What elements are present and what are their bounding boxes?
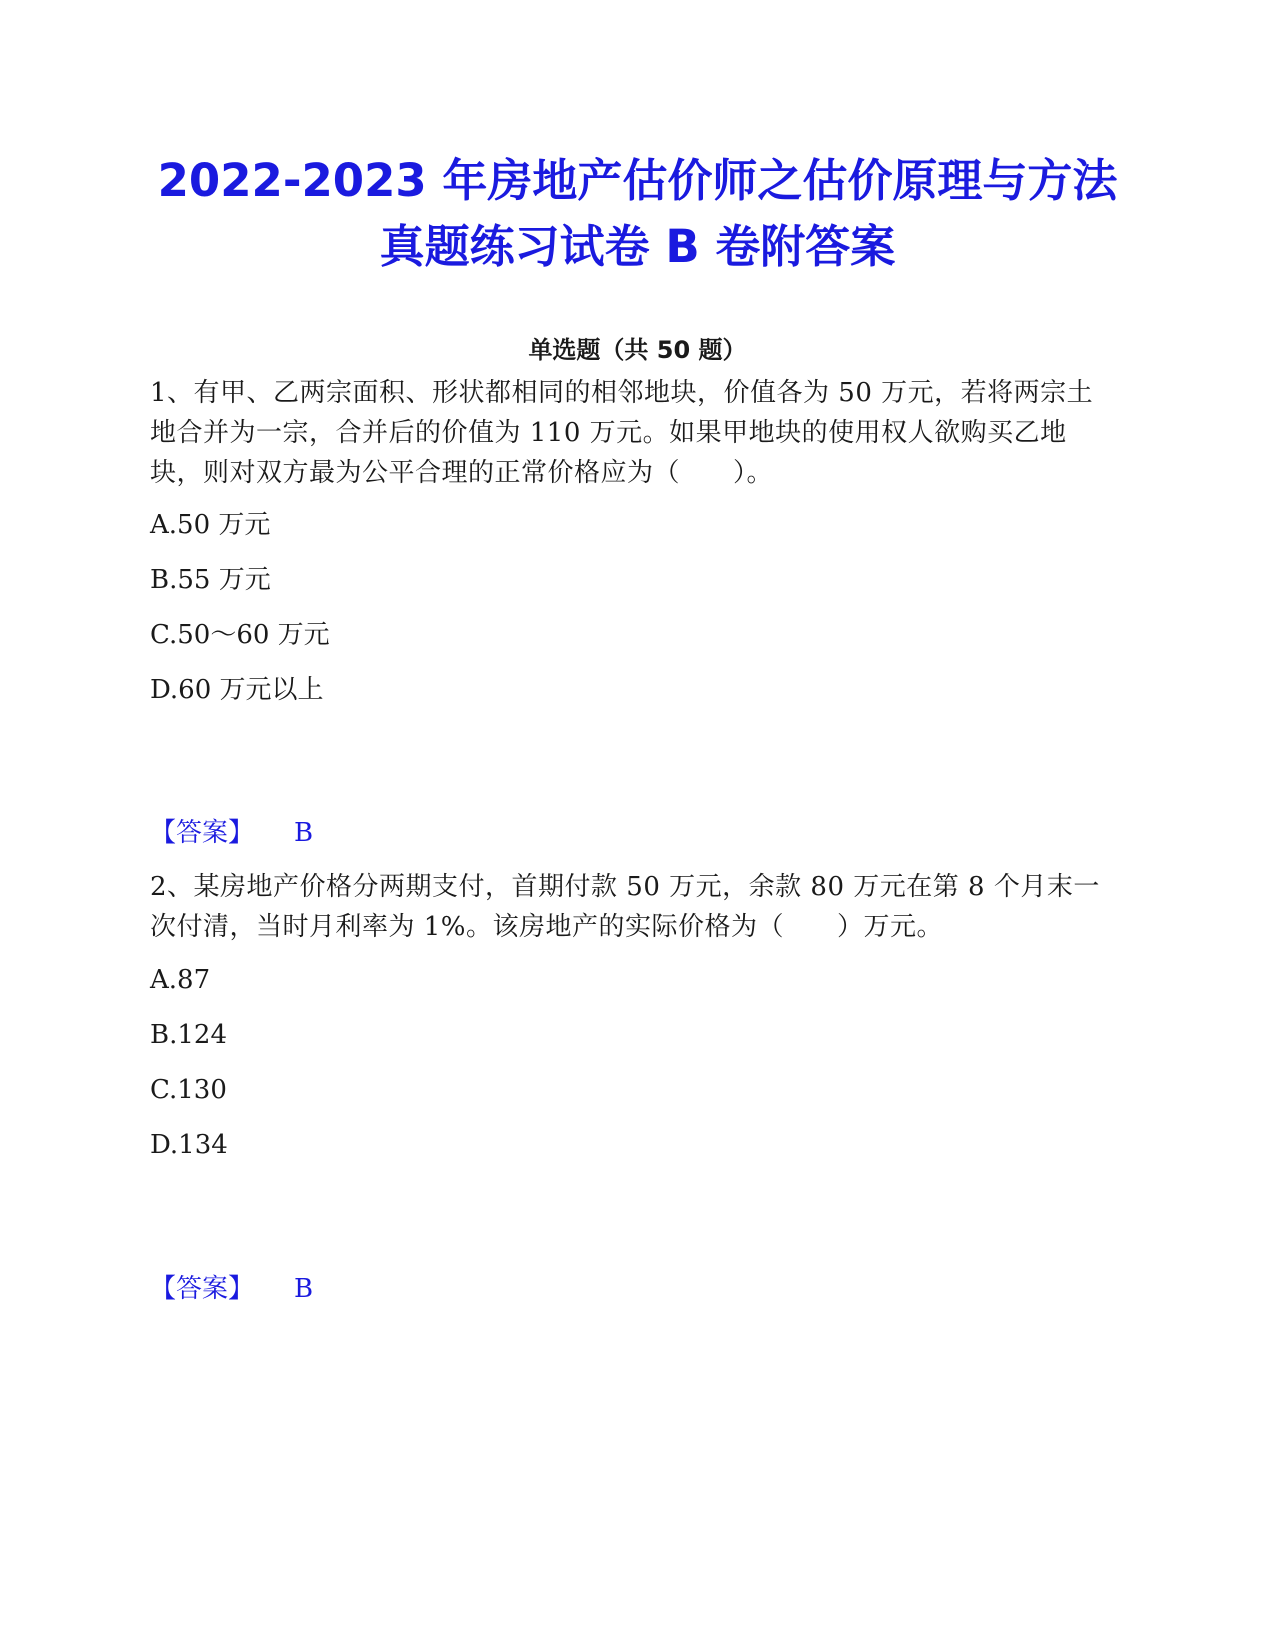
question-1-stem: 1、有甲、乙两宗面积、形状都相同的相邻地块，价值各为 50 万元，若将两宗土地合并为一宗，合并后的价值为 110 万元。如果甲地块的使用权人欲购买乙地块，则对双方最为公平合理的正常价格应为（ ）。: [150, 378, 1094, 488]
answer-value: B: [294, 1274, 314, 1304]
question-2-option-b: B.124: [150, 1020, 227, 1050]
document-title: 2022-2023 年房地产估价师之估价原理与方法真题练习试卷 B 卷附答案: [157, 154, 1118, 273]
question-2-option-c: C.130: [150, 1075, 227, 1105]
question-1-option-b: B.55 万元: [150, 565, 271, 595]
answer-label: 【答案】: [150, 1274, 255, 1304]
question-2-option-a: A.87: [150, 965, 211, 995]
question-1-answer: [150, 816, 313, 850]
question-2-stem: 2、某房地产价格分两期支付，首期付款 50 万元，余款 80 万元在第 8 个月末一次付清，当时月利率为 1%。该房地产的实际价格为（ ）万元。: [150, 872, 1100, 942]
question-1-option-d: D.60 万元以上: [150, 675, 324, 705]
question-2-answer: [150, 1272, 313, 1306]
answer-label: 【答案】: [150, 818, 255, 848]
section-heading: 单选题（共 50 题）: [528, 336, 747, 364]
question-1-option-c: C.50～60 万元: [150, 620, 330, 650]
question-2-option-d: D.134: [150, 1130, 228, 1160]
question-1-option-a: A.50 万元: [150, 510, 271, 540]
answer-value: B: [294, 818, 314, 848]
